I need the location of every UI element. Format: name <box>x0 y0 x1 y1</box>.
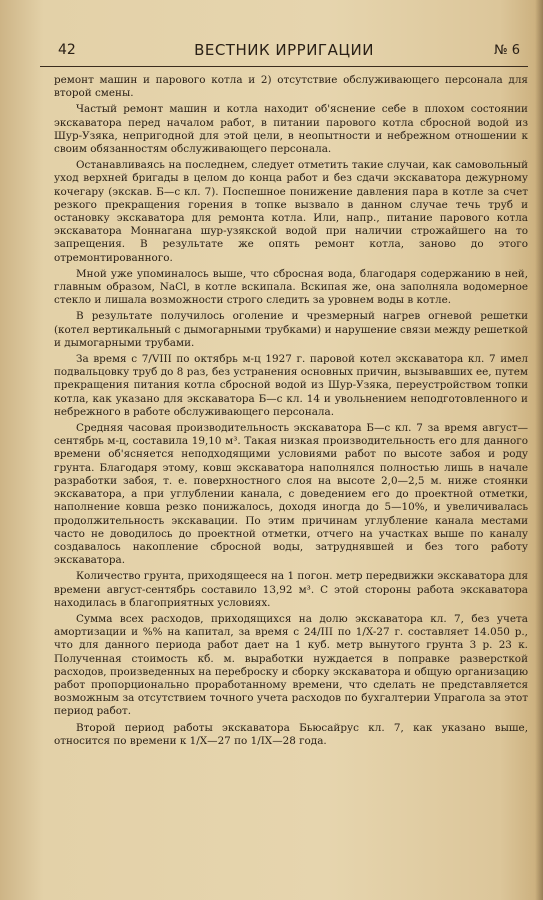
paragraph: Средняя часовая производительность экскаватора Б—с кл. 7 за время август—сентябрь м-ц, составила 19,10 м³. Такая низкая производительность его для данного времени об'ясняется неподходящими условиями работ по высоте забоя и роду грунта. Благодаря этому, ковш экскаватора наполнялся полностью лишь в начале разработки забоя, т. е. поверхностного слоя на высоте 2,0—2,5 м. ниже стоянки экскаватора, а при углублении канала, с доведением его до проектной отметки, наполнение ковша резко понижалось, доходя иногда до 5—10%, и увеличивалась продолжительность экскавации. По этим причинам углубление канала местами часто не доводилось до проектной отметки, отчего на участках выше по каналу создавалось накопление сбросной воды, затруднявшей и без того работу экскаватора. <box>54 422 528 567</box>
paragraph: Сумма всех расходов, приходящихся на долю экскаватора кл. 7, без учета амортизации и %% на капитал, за время с 24/III по 1/X-27 г. составляет 14.050 р., что для данного периода работ дает на 1 куб. метр вынутого грунта 3 р. 23 к. Полученная стоимость кб. м. выработки нуждается в поправке разверсткой расходов, произведенных на переброску и сборку экскаватора и общую организацию работ пропорционально проработанному времени, что сделать не представляется возможным за отсутствием точного учета расходов по бухгалтерии Упрагола за этот период работ. <box>54 612 528 718</box>
article-body <box>54 74 528 751</box>
paragraph: В результате получилось оголение и чрезмерный нагрев огневой решетки (котел вертикальный с дымогарными трубками) и нарушение связи между решеткой и дымогарными трубами. <box>54 310 528 349</box>
journal-title: ВЕСТНИК ИРРИГАЦИИ <box>194 41 374 59</box>
paragraph: Количество грунта, приходящееся на 1 погон. метр передвижки экскаватора для времени август-сентябрь составило 13,92 м³. С этой стороны работа экскаватора находилась в благоприятных условиях. <box>54 570 528 609</box>
issue-number: № 6 <box>494 43 520 58</box>
paragraph: Частый ремонт машин и котла находит об'яснение себе в плохом состоянии экскаватора перед началом работ, в питании парового котла сбросной водой из Шур-Узяка, непригодной для этой цели, в неопытности и небрежном отношении к своим обязанностям обслуживающего персонала. <box>54 103 528 156</box>
paragraph: ремонт машин и парового котла и 2) отсутствие обслуживающего персонала для второй смены. <box>54 74 528 100</box>
paragraph: Останавливаясь на последнем, следует отметить такие случаи, как самовольный уход верхней бригады в целом до конца работ и без сдачи экскаватора дежурному кочегару (экскав. Б—с кл. 7). Поспешное понижение давления пара в котле за счет резкого прекращения горения в топке вызвало в данном случае течь труб и остановку экскаватора для ремонта котла. Или, напр., питание парового котла экскаватора Моннагана шур-узякской водой при наличии строжайшего на то запрещения. В результате же опять ремонт котла, заново до этого отремонтированного. <box>54 159 528 264</box>
page-edge-shadow <box>535 0 543 900</box>
paragraph: Второй период работы экскаватора Бьюсайрус кл. 7, как указано выше, относится по времени к 1/X—27 по 1/IX—28 года. <box>54 721 528 747</box>
page-number: 42 <box>58 42 76 58</box>
paragraph: За время с 7/VIII по октябрь м-ц 1927 г. паровой котел экскаватора кл. 7 имел подвальцовку труб до 8 раз, без устранения основных причин, вызывавших ее, путем прекращения питания котла сбросной водой из Шур-Узяка, переустройством топки котла, как указано для экскаватора Б—с кл. 14 и увольнением неподготовленного и небрежного в работе обслуживающего персонала. <box>54 353 528 418</box>
page-header <box>40 40 528 67</box>
paragraph: Мной уже упоминалось выше, что сбросная вода, благодаря содержанию в ней, главным образом, NaCl, в котле вскипала. Вскипая же, она заполняла водомерное стекло и лишала возможности строго следить за уровнем воды в котле. <box>54 267 528 307</box>
